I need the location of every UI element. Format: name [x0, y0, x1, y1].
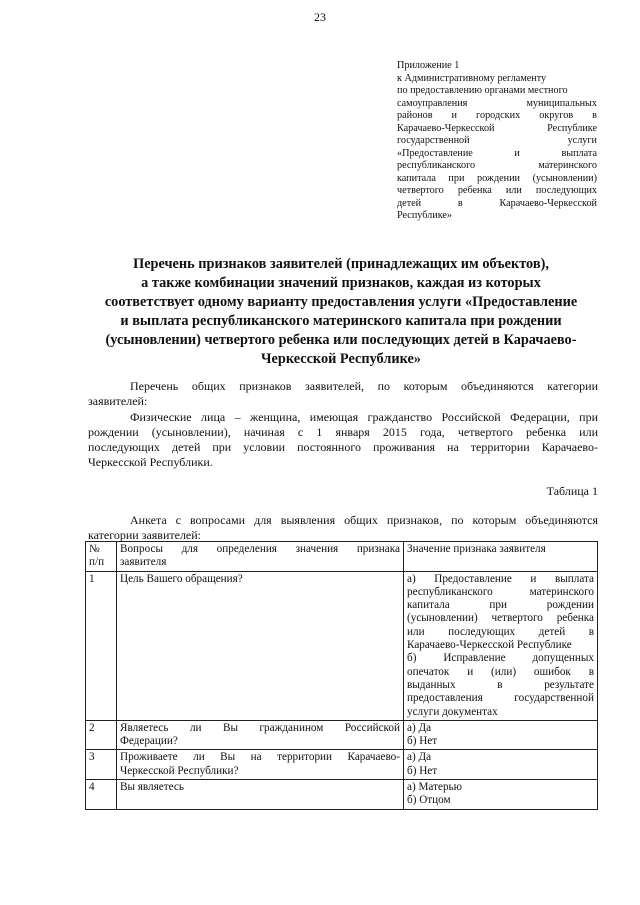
paragraph-line: Анкета с вопросами для выявления общих признаков, по которым объединяются: [130, 513, 598, 527]
cell-value: [404, 720, 598, 750]
question-text: Цель Вашего обращения?: [120, 572, 243, 585]
value-text: или последующих детей в: [407, 625, 594, 638]
header-text: заявителя: [120, 556, 167, 569]
question-text: Черкесской Республики?: [120, 764, 239, 777]
value-text: б) Нет: [407, 735, 438, 748]
header-question: [117, 542, 404, 572]
table-header-row: [86, 542, 598, 572]
value-text: а) Да: [407, 721, 432, 734]
appendix-line: государственной услуги: [397, 135, 597, 146]
cell-value: [404, 780, 598, 810]
table-row: [86, 780, 598, 810]
title-line: Черкесской Республике»: [261, 351, 421, 367]
intro-paragraph-2: [88, 410, 598, 470]
value-text: б) Исправление допущенных: [407, 652, 594, 665]
paragraph-line: Черкесской Республики.: [88, 455, 213, 469]
title-line: Перечень признаков заявителей (принадлежащих им объектов),: [133, 256, 549, 272]
appendix-line: Карачаево-Черкесской Республике: [397, 122, 597, 134]
value-text: выданных в результате: [407, 678, 594, 691]
cell-question: [117, 750, 404, 780]
value-text: б) Нет: [407, 764, 438, 777]
table-row: [86, 571, 598, 720]
paragraph-line: Физические лица – женщина, имеющая гражданство Российской Федерации, при: [130, 410, 598, 424]
appendix-line: Приложение 1: [397, 60, 460, 71]
table-row: [86, 720, 598, 750]
value-text: предоставления государственной: [407, 692, 594, 705]
page-number: 23: [314, 10, 326, 24]
appendix-line: «Предоставление и выплата: [397, 147, 597, 159]
header-text: Значение признака заявителя: [407, 543, 546, 555]
cell-value: [404, 750, 598, 780]
header-text: №: [89, 543, 100, 555]
appendix-line: детей в Карачаево-Черкесской: [397, 197, 597, 209]
value-text: республиканского материнского: [407, 585, 594, 598]
question-text: Проживаете ли Вы на территории Карачаево-: [120, 751, 400, 764]
table-intro: [88, 513, 598, 543]
table-caption: Таблица 1: [546, 484, 598, 498]
value-text: Карачаево-Черкесской Республике: [407, 639, 572, 652]
header-text: п/п: [89, 556, 105, 569]
appendix-line: республиканского материнского: [397, 160, 597, 171]
value-text: услуги документах: [407, 705, 498, 718]
paragraph-line: рождении (усыновлении), начиная с 1 января 2015 года, четвертого ребенка или: [88, 425, 598, 439]
appendix-line: по предоставлению органами местного: [397, 85, 568, 96]
value-text: б) Отцом: [407, 794, 451, 807]
value-text: (усыновлении) четвертого ребенка: [407, 612, 594, 625]
appendix-block: [397, 60, 597, 223]
cell-num: 2: [86, 720, 117, 750]
paragraph-line: заявителей:: [88, 394, 148, 408]
value-text: капитала при рождении: [407, 599, 594, 612]
value-text: а) Да: [407, 751, 432, 764]
value-text: опечаток и (или) ошибок в: [407, 665, 594, 678]
paragraph-line: категории заявителей:: [88, 528, 202, 542]
question-text: Федерации?: [120, 735, 178, 748]
appendix-line: четвертого ребенка или последующих: [397, 185, 597, 196]
cell-question: [117, 571, 404, 720]
title-line: а также комбинации значений признаков, каждая из которых: [141, 275, 541, 291]
cell-num: 3: [86, 750, 117, 780]
appendix-line: районов и городских округов в: [397, 110, 597, 121]
header-num: [86, 542, 117, 572]
intro-paragraph-1: [88, 379, 598, 409]
value-text: а) Матерью: [407, 781, 463, 794]
cell-num: 4: [86, 780, 117, 810]
header-text: Вопросы для определения значения признака: [120, 543, 400, 555]
title-line: (усыновлении) четвертого ребенка или последующих детей в Карачаево-: [105, 332, 577, 348]
value-text: а) Предоставление и выплата: [407, 572, 594, 585]
paragraph-line: Перечень общих признаков заявителей, по которым объединяются категории: [130, 379, 598, 393]
question-text: Являетесь ли Вы гражданином Российской: [120, 721, 400, 734]
appendix-line: капитала при рождении (усыновлении): [397, 172, 597, 184]
cell-question: [117, 780, 404, 810]
appendix-line: самоуправления муниципальных: [397, 97, 597, 109]
cell-num: 1: [86, 571, 117, 720]
header-value: [404, 542, 598, 572]
questionnaire-table: [85, 541, 598, 810]
paragraph-line: последующих детей при условии постоянного проживания на территории Карачаево-: [88, 440, 598, 454]
appendix-line: Республике»: [397, 210, 453, 221]
title-line: соответствует одному варианту предоставления услуги «Предоставление: [104, 294, 578, 310]
appendix-line: к Административному регламенту: [397, 72, 547, 84]
cell-question: [117, 720, 404, 750]
document-title: [80, 255, 602, 369]
cell-value: [404, 571, 598, 720]
table-row: [86, 750, 598, 780]
question-text: Вы являетесь: [120, 781, 184, 794]
title-line: и выплата республиканского материнского капитала при рождении: [120, 313, 562, 329]
